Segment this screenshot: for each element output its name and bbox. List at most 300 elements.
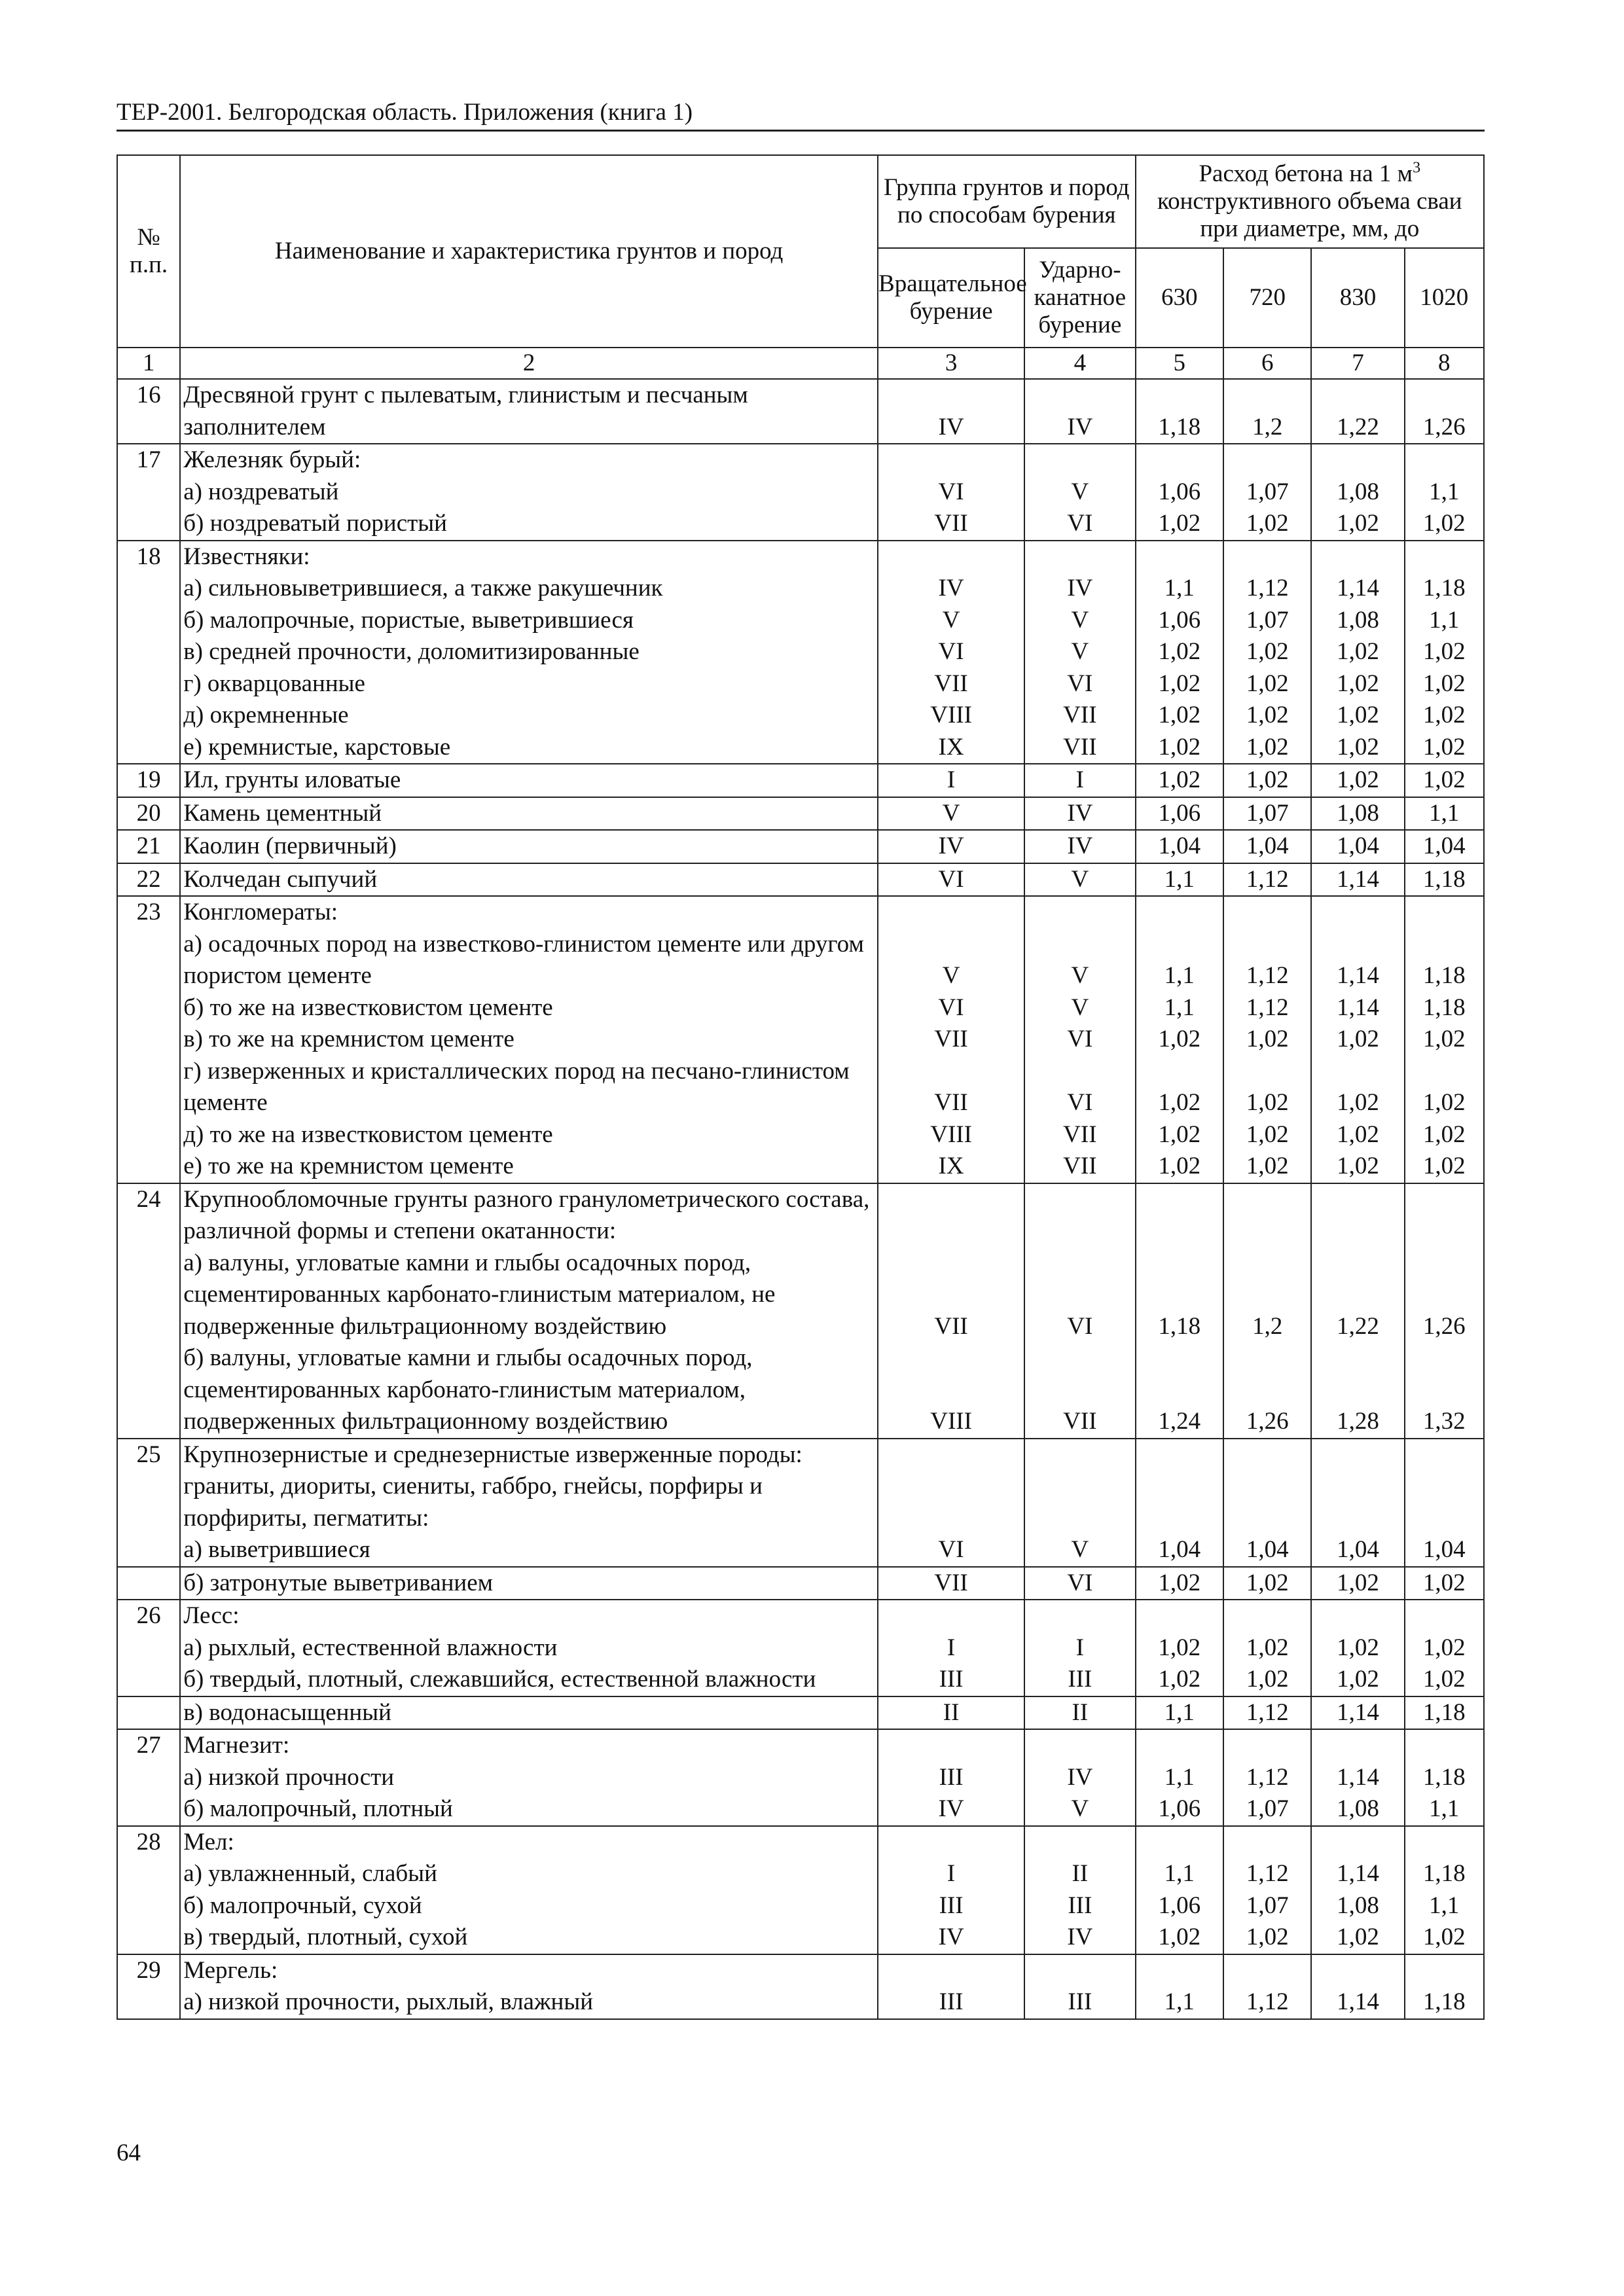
- row-number: [117, 1056, 180, 1119]
- consumption-720: 1,02: [1223, 1922, 1311, 1954]
- consumption-830: 1,02: [1311, 1664, 1404, 1696]
- consumption-1020: 1,02: [1405, 1119, 1484, 1151]
- row-number: [117, 636, 180, 668]
- group-percussion: I: [1024, 1632, 1135, 1664]
- row-number: 25: [117, 1439, 180, 1535]
- consumption-630: [1136, 1183, 1223, 1247]
- row-number: [117, 1534, 180, 1567]
- soil-name: Конгломераты:: [180, 896, 878, 929]
- column-number: 3: [878, 348, 1024, 379]
- soil-name: г) окварцованные: [180, 668, 878, 700]
- column-number: 7: [1311, 348, 1404, 379]
- row-number: [117, 732, 180, 764]
- soil-name: д) окремненные: [180, 700, 878, 732]
- group-percussion: VII: [1024, 1342, 1135, 1439]
- consumption-630: 1,1: [1136, 1762, 1223, 1794]
- header-percussion: Ударно-канатное бурение: [1024, 248, 1135, 348]
- group-rotary: VI: [878, 476, 1024, 509]
- consumption-830: [1311, 541, 1404, 573]
- group-percussion: VII: [1024, 732, 1135, 764]
- consumption-830: 1,02: [1311, 1151, 1404, 1183]
- consumption-720: 1,2: [1223, 1247, 1311, 1343]
- group-percussion: V: [1024, 863, 1135, 897]
- header-group: Группа грунтов и пород по способам бурения: [878, 155, 1136, 248]
- group-percussion: [1024, 1600, 1135, 1632]
- consumption-720: 1,12: [1223, 1858, 1311, 1890]
- soil-name: Дресвяной грунт с пылеватым, глинистым и песчаным заполнителем: [180, 379, 878, 444]
- consumption-630: 1,06: [1136, 1890, 1223, 1922]
- group-rotary: VII: [878, 1024, 1024, 1056]
- table-row: [117, 1762, 1484, 1794]
- table-row: [117, 1922, 1484, 1954]
- consumption-830: 1,04: [1311, 1534, 1404, 1567]
- consumption-1020: [1405, 1729, 1484, 1762]
- consumption-720: 1,07: [1223, 605, 1311, 637]
- consumption-720: 1,02: [1223, 764, 1311, 797]
- table-row: [117, 541, 1484, 573]
- group-rotary: IX: [878, 732, 1024, 764]
- soil-name: а) увлажненный, слабый: [180, 1858, 878, 1890]
- consumption-830: 1,22: [1311, 379, 1404, 444]
- soil-name: Мел:: [180, 1826, 878, 1859]
- table-row: [117, 379, 1484, 444]
- consumption-720: 1,12: [1223, 929, 1311, 992]
- consumption-720: [1223, 1183, 1311, 1247]
- soil-name: а) низкой прочности, рыхлый, влажный: [180, 1986, 878, 2019]
- row-number: [117, 992, 180, 1024]
- row-number: [117, 1024, 180, 1056]
- consumption-1020: 1,1: [1405, 605, 1484, 637]
- soil-name: е) кремнистые, карстовые: [180, 732, 878, 764]
- consumption-720: [1223, 896, 1311, 929]
- group-rotary: II: [878, 1696, 1024, 1730]
- consumption-830: 1,02: [1311, 764, 1404, 797]
- table-row: [117, 1729, 1484, 1762]
- consumption-720: 1,02: [1223, 508, 1311, 541]
- consumption-630: 1,06: [1136, 476, 1223, 509]
- consumption-630: 1,1: [1136, 1986, 1223, 2019]
- row-number: [117, 508, 180, 541]
- consumption-1020: [1405, 444, 1484, 476]
- soil-name: в) водонасыщенный: [180, 1696, 878, 1730]
- table-row: [117, 1954, 1484, 1987]
- table-row: [117, 636, 1484, 668]
- consumption-1020: [1405, 541, 1484, 573]
- group-percussion: V: [1024, 636, 1135, 668]
- soil-name: Железняк бурый:: [180, 444, 878, 476]
- table-row: [117, 1439, 1484, 1535]
- soil-name: б) малопрочные, пористые, выветрившиеся: [180, 605, 878, 637]
- row-number: 19: [117, 764, 180, 797]
- row-number: [117, 1567, 180, 1600]
- consumption-630: 1,02: [1136, 636, 1223, 668]
- group-percussion: IV: [1024, 797, 1135, 831]
- group-percussion: VI: [1024, 668, 1135, 700]
- group-percussion: III: [1024, 1890, 1135, 1922]
- group-percussion: VI: [1024, 1056, 1135, 1119]
- consumption-830: 1,22: [1311, 1247, 1404, 1343]
- group-percussion: VII: [1024, 1119, 1135, 1151]
- consumption-1020: [1405, 1954, 1484, 1987]
- consumption-630: 1,02: [1136, 1024, 1223, 1056]
- consumption-720: [1223, 1439, 1311, 1535]
- running-header: ТЕР-2001. Белгородская область. Приложения (книга 1): [117, 98, 1485, 132]
- consumption-830: [1311, 1954, 1404, 1987]
- soil-name: а) сильновыветрившиеся, а также ракушечник: [180, 573, 878, 605]
- group-rotary: I: [878, 1858, 1024, 1890]
- consumption-630: [1136, 1600, 1223, 1632]
- group-rotary: I: [878, 1632, 1024, 1664]
- group-rotary: V: [878, 605, 1024, 637]
- consumption-830: 1,14: [1311, 863, 1404, 897]
- consumption-830: 1,02: [1311, 1632, 1404, 1664]
- consumption-830: 1,08: [1311, 605, 1404, 637]
- header-name: Наименование и характеристика грунтов и пород: [180, 155, 878, 348]
- consumption-720: 1,02: [1223, 1119, 1311, 1151]
- group-rotary: V: [878, 929, 1024, 992]
- column-number-row: [117, 348, 1484, 379]
- row-number: 28: [117, 1826, 180, 1859]
- soil-name: Ил, грунты иловатые: [180, 764, 878, 797]
- group-rotary: VIII: [878, 700, 1024, 732]
- soil-name: б) ноздреватый пористый: [180, 508, 878, 541]
- consumption-830: [1311, 444, 1404, 476]
- consumption-1020: 1,02: [1405, 668, 1484, 700]
- row-number: [117, 476, 180, 509]
- consumption-1020: 1,02: [1405, 1024, 1484, 1056]
- consumption-1020: 1,32: [1405, 1342, 1484, 1439]
- table-row: [117, 1826, 1484, 1859]
- group-rotary: [878, 896, 1024, 929]
- consumption-720: 1,02: [1223, 636, 1311, 668]
- soil-name: Известняки:: [180, 541, 878, 573]
- consumption-830: [1311, 1600, 1404, 1632]
- consumption-830: 1,14: [1311, 929, 1404, 992]
- group-percussion: [1024, 1183, 1135, 1247]
- consumption-1020: 1,02: [1405, 636, 1484, 668]
- consumption-720: 1,04: [1223, 830, 1311, 863]
- group-percussion: IV: [1024, 830, 1135, 863]
- group-rotary: V: [878, 797, 1024, 831]
- row-number: 27: [117, 1729, 180, 1762]
- group-rotary: VII: [878, 508, 1024, 541]
- consumption-830: 1,14: [1311, 1986, 1404, 2019]
- consumption-830: 1,02: [1311, 1056, 1404, 1119]
- consumption-630: [1136, 1439, 1223, 1535]
- consumption-720: 1,12: [1223, 1762, 1311, 1794]
- soil-name: б) малопрочный, плотный: [180, 1793, 878, 1826]
- group-rotary: III: [878, 1762, 1024, 1794]
- consumption-1020: 1,02: [1405, 732, 1484, 764]
- row-number: [117, 573, 180, 605]
- consumption-720: 1,02: [1223, 668, 1311, 700]
- consumption-1020: 1,04: [1405, 830, 1484, 863]
- soil-name: б) малопрочный, сухой: [180, 1890, 878, 1922]
- row-number: 16: [117, 379, 180, 444]
- soil-name: б) валуны, угловатые камни и глыбы осадочных пород, сцементированных карбонато-глинистым материалом, подверженных фильтрационному воздействию: [180, 1342, 878, 1439]
- consumption-830: 1,08: [1311, 1890, 1404, 1922]
- consumption-1020: 1,02: [1405, 1922, 1484, 1954]
- table-row: [117, 476, 1484, 509]
- group-percussion: VI: [1024, 1024, 1135, 1056]
- table-row: [117, 1664, 1484, 1696]
- consumption-630: 1,02: [1136, 668, 1223, 700]
- row-number: 18: [117, 541, 180, 573]
- consumption-630: [1136, 1954, 1223, 1987]
- soil-name: е) то же на кремнистом цементе: [180, 1151, 878, 1183]
- consumption-630: 1,02: [1136, 1119, 1223, 1151]
- group-rotary: I: [878, 764, 1024, 797]
- table-row: [117, 1793, 1484, 1826]
- row-number: [117, 1922, 180, 1954]
- consumption-630: 1,04: [1136, 1534, 1223, 1567]
- group-rotary: [878, 1954, 1024, 1987]
- row-number: [117, 1119, 180, 1151]
- row-number: 29: [117, 1954, 180, 1987]
- consumption-630: 1,18: [1136, 379, 1223, 444]
- group-rotary: VIII: [878, 1119, 1024, 1151]
- consumption-1020: 1,04: [1405, 1534, 1484, 1567]
- group-percussion: V: [1024, 992, 1135, 1024]
- consumption-830: 1,02: [1311, 668, 1404, 700]
- group-percussion: IV: [1024, 379, 1135, 444]
- table-row: [117, 1342, 1484, 1439]
- group-percussion: V: [1024, 476, 1135, 509]
- consumption-630: 1,02: [1136, 732, 1223, 764]
- column-number: 8: [1405, 348, 1484, 379]
- soil-name: а) выветрившиеся: [180, 1534, 878, 1567]
- table-row: [117, 797, 1484, 831]
- group-percussion: VI: [1024, 1567, 1135, 1600]
- soil-name: в) средней прочности, доломитизированные: [180, 636, 878, 668]
- consumption-1020: 1,18: [1405, 992, 1484, 1024]
- consumption-630: [1136, 1826, 1223, 1859]
- row-number: [117, 1632, 180, 1664]
- table-row: [117, 1600, 1484, 1632]
- consumption-830: 1,14: [1311, 992, 1404, 1024]
- consumption-830: 1,02: [1311, 1119, 1404, 1151]
- consumption-720: 1,12: [1223, 863, 1311, 897]
- consumption-720: 1,02: [1223, 1567, 1311, 1600]
- consumption-630: 1,02: [1136, 1664, 1223, 1696]
- group-rotary: [878, 1729, 1024, 1762]
- group-rotary: [878, 444, 1024, 476]
- header-consumption-line2: конструктивного объема сваи при диаметре, мм, до: [1157, 188, 1462, 242]
- table-row: [117, 668, 1484, 700]
- column-number: 5: [1136, 348, 1223, 379]
- consumption-630: 1,02: [1136, 1056, 1223, 1119]
- consumption-720: [1223, 1729, 1311, 1762]
- group-percussion: [1024, 1954, 1135, 1987]
- row-number: [117, 605, 180, 637]
- group-rotary: IV: [878, 379, 1024, 444]
- row-number: [117, 929, 180, 992]
- group-rotary: VII: [878, 668, 1024, 700]
- row-number: [117, 1890, 180, 1922]
- row-number: [117, 668, 180, 700]
- group-rotary: III: [878, 1890, 1024, 1922]
- consumption-1020: 1,26: [1405, 379, 1484, 444]
- table-row: [117, 1119, 1484, 1151]
- consumption-830: 1,08: [1311, 797, 1404, 831]
- soil-name: д) то же на известковистом цементе: [180, 1119, 878, 1151]
- group-percussion: IV: [1024, 1762, 1135, 1794]
- consumption-1020: 1,18: [1405, 929, 1484, 992]
- group-rotary: IV: [878, 830, 1024, 863]
- table-row: [117, 1858, 1484, 1890]
- soil-name: г) изверженных и кристаллических пород на песчано-глинистом цементе: [180, 1056, 878, 1119]
- consumption-1020: 1,18: [1405, 1696, 1484, 1730]
- soil-name: в) то же на кремнистом цементе: [180, 1024, 878, 1056]
- table-row: [117, 1890, 1484, 1922]
- soil-name: б) твердый, плотный, слежавшийся, естественной влажности: [180, 1664, 878, 1696]
- header-d830: 830: [1311, 248, 1404, 348]
- group-rotary: IX: [878, 1151, 1024, 1183]
- group-percussion: III: [1024, 1664, 1135, 1696]
- consumption-830: [1311, 1729, 1404, 1762]
- group-rotary: VI: [878, 992, 1024, 1024]
- consumption-1020: 1,1: [1405, 476, 1484, 509]
- group-percussion: VI: [1024, 508, 1135, 541]
- group-rotary: VII: [878, 1567, 1024, 1600]
- consumption-630: [1136, 541, 1223, 573]
- consumption-720: 1,12: [1223, 992, 1311, 1024]
- consumption-630: 1,06: [1136, 605, 1223, 637]
- soil-name: Камень цементный: [180, 797, 878, 831]
- consumption-830: 1,02: [1311, 636, 1404, 668]
- table-row: [117, 605, 1484, 637]
- soil-name: а) рыхлый, естественной влажности: [180, 1632, 878, 1664]
- consumption-630: 1,1: [1136, 863, 1223, 897]
- consumption-630: 1,02: [1136, 1567, 1223, 1600]
- group-percussion: V: [1024, 1534, 1135, 1567]
- group-rotary: [878, 1826, 1024, 1859]
- consumption-630: 1,04: [1136, 830, 1223, 863]
- row-number: 23: [117, 896, 180, 929]
- group-percussion: II: [1024, 1696, 1135, 1730]
- table-row: [117, 1986, 1484, 2019]
- consumption-630: 1,02: [1136, 764, 1223, 797]
- consumption-630: 1,02: [1136, 1632, 1223, 1664]
- consumption-720: 1,02: [1223, 1024, 1311, 1056]
- row-number: 17: [117, 444, 180, 476]
- consumption-720: [1223, 1600, 1311, 1632]
- header-rotary: Вращательное бурение: [878, 248, 1024, 348]
- soil-name: Лесс:: [180, 1600, 878, 1632]
- group-rotary: IV: [878, 573, 1024, 605]
- table-row: [117, 732, 1484, 764]
- group-percussion: [1024, 896, 1135, 929]
- soil-name: а) низкой прочности: [180, 1762, 878, 1794]
- consumption-1020: 1,18: [1405, 1762, 1484, 1794]
- consumption-630: 1,1: [1136, 929, 1223, 992]
- consumption-830: [1311, 896, 1404, 929]
- row-number: 20: [117, 797, 180, 831]
- table-row: [117, 863, 1484, 897]
- column-number: 2: [180, 348, 878, 379]
- consumption-1020: 1,18: [1405, 1986, 1484, 2019]
- consumption-720: [1223, 1826, 1311, 1859]
- row-number: [117, 1342, 180, 1439]
- consumption-1020: 1,02: [1405, 508, 1484, 541]
- table-row: [117, 929, 1484, 992]
- group-percussion: V: [1024, 605, 1135, 637]
- group-percussion: [1024, 1729, 1135, 1762]
- consumption-630: 1,1: [1136, 1696, 1223, 1730]
- group-rotary: VII: [878, 1247, 1024, 1343]
- group-rotary: [878, 541, 1024, 573]
- consumption-830: 1,14: [1311, 1762, 1404, 1794]
- group-rotary: VIII: [878, 1342, 1024, 1439]
- consumption-720: 1,26: [1223, 1342, 1311, 1439]
- consumption-630: 1,02: [1136, 1151, 1223, 1183]
- table-row: [117, 1534, 1484, 1567]
- table-row: [117, 1024, 1484, 1056]
- table-row: [117, 573, 1484, 605]
- consumption-830: [1311, 1826, 1404, 1859]
- soil-concrete-table: [117, 154, 1485, 2020]
- group-percussion: [1024, 444, 1135, 476]
- column-number: 6: [1223, 348, 1311, 379]
- consumption-1020: 1,18: [1405, 863, 1484, 897]
- row-number: [117, 1664, 180, 1696]
- table-row: [117, 830, 1484, 863]
- soil-name: Каолин (первичный): [180, 830, 878, 863]
- row-number: [117, 1151, 180, 1183]
- consumption-830: 1,14: [1311, 1858, 1404, 1890]
- table-row: [117, 896, 1484, 929]
- consumption-720: 1,2: [1223, 379, 1311, 444]
- soil-name: в) твердый, плотный, сухой: [180, 1922, 878, 1954]
- group-rotary: [878, 1439, 1024, 1535]
- consumption-720: [1223, 444, 1311, 476]
- header-consumption: [1136, 155, 1484, 248]
- consumption-830: 1,02: [1311, 732, 1404, 764]
- soil-name: Крупнообломочные грунты разного гранулометрического состава, различной формы и степени окатанности:: [180, 1183, 878, 1247]
- column-number: 1: [117, 348, 180, 379]
- row-number: 22: [117, 863, 180, 897]
- group-percussion: VII: [1024, 700, 1135, 732]
- consumption-830: 1,14: [1311, 1696, 1404, 1730]
- consumption-830: [1311, 1439, 1404, 1535]
- table-row: [117, 700, 1484, 732]
- page-number: 64: [117, 2140, 141, 2166]
- table-row: [117, 1056, 1484, 1119]
- consumption-1020: 1,1: [1405, 797, 1484, 831]
- table-row: [117, 1183, 1484, 1247]
- group-percussion: IV: [1024, 1922, 1135, 1954]
- consumption-1020: [1405, 1439, 1484, 1535]
- table-row: [117, 1247, 1484, 1343]
- consumption-830: [1311, 1183, 1404, 1247]
- group-rotary: VI: [878, 636, 1024, 668]
- row-number: [117, 1986, 180, 2019]
- consumption-1020: 1,26: [1405, 1247, 1484, 1343]
- consumption-1020: [1405, 1826, 1484, 1859]
- table-row: [117, 1696, 1484, 1730]
- consumption-1020: 1,02: [1405, 1151, 1484, 1183]
- consumption-1020: 1,02: [1405, 1567, 1484, 1600]
- group-rotary: III: [878, 1986, 1024, 2019]
- consumption-720: 1,07: [1223, 476, 1311, 509]
- consumption-720: 1,12: [1223, 573, 1311, 605]
- consumption-1020: 1,02: [1405, 764, 1484, 797]
- consumption-830: 1,04: [1311, 830, 1404, 863]
- consumption-630: 1,02: [1136, 700, 1223, 732]
- group-percussion: [1024, 1826, 1135, 1859]
- soil-name: Мергель:: [180, 1954, 878, 1987]
- group-percussion: IV: [1024, 573, 1135, 605]
